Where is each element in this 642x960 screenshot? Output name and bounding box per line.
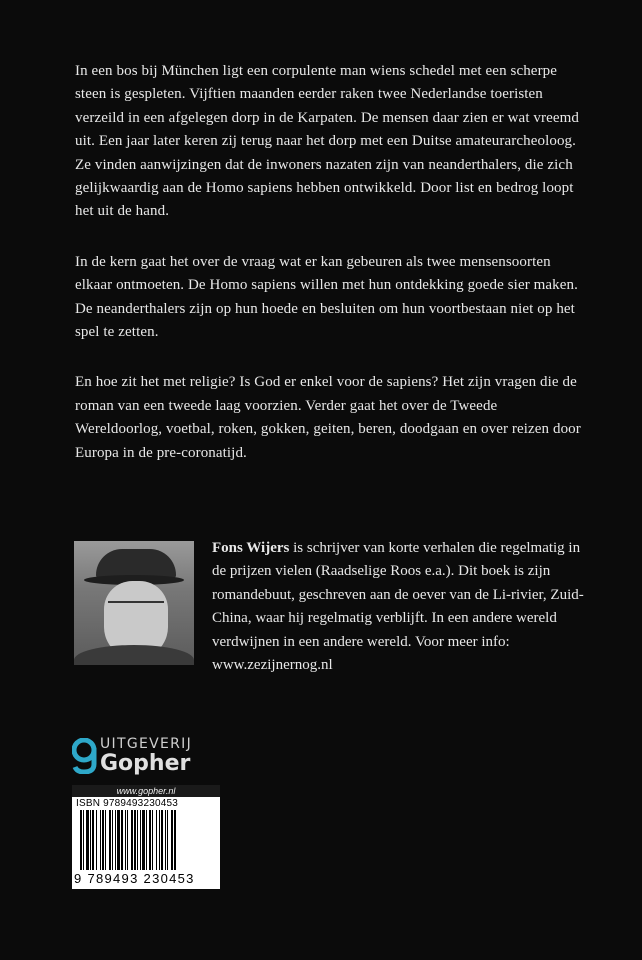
author-section xyxy=(74,540,594,674)
author-photo xyxy=(74,541,194,665)
blurb-paragraph-1: In een bos bij München ligt een corpulente man wiens schedel met een scherpe steen is gespleten. Vijftien maanden eerder raken twee Nederlandse toeristen verzeild in een afgelegen dorp in de Karpaten. De mensen daar zien er wat vreemd uit. Een jaar later keren zij terug naar het dorp met een Duitse amateurarcheoloog. Ze vinden aanwijzingen dat de inwoners nazaten zijn van neanderthalers, die zich gelijkwaardig aan de Homo sapiens hebben ontwikkeld. Door list en bedrog loopt het uit de hand. xyxy=(75,63,580,220)
publisher-name: Gopher xyxy=(100,751,191,776)
back-cover-blurb xyxy=(75,60,585,492)
isbn-label: ISBN 9789493230453 xyxy=(76,798,179,809)
blurb-paragraph-3: En hoe zit het met religie? Is God er enkel voor de sapiens? Het zijn vragen die de roman van een tweede laag voorzien. Verder gaat het over de Tweede Wereldoorlog, voetbal, roken, gokken, geiten, beren, doodgaan en over reizen door Europa in de pre-coronatijd. xyxy=(75,374,581,461)
gopher-g-icon xyxy=(72,738,98,774)
barcode-bars xyxy=(80,810,216,870)
author-bio-text: is schrijver van korte verhalen die regelmatig in de prijzen vielen (Raadselige Roos e.a.). Dit boek is zijn romandebuut, geschreven aan de oever van de Li-rivier, Zuid-China, waar hij regelmatig verblijft. In een andere wereld verdwijnen in een andere wereld. Voor meer info: www.zezijnernog.nl xyxy=(212,540,584,674)
publisher-logo xyxy=(72,738,202,778)
blurb-paragraph-2: In de kern gaat het over de vraag wat er kan gebeuren als twee mensensoorten elkaar ontmoeten. De Homo sapiens willen met hun ontdekking goede sier maken. De neanderthalers zijn op hun hoede en besluiten om hun voortbestaan niet op het spel te zetten. xyxy=(75,253,578,341)
isbn-barcode xyxy=(72,785,220,889)
publisher-label xyxy=(100,736,192,752)
publisher-line1: UITGEVERIJ xyxy=(100,736,193,752)
publisher-url: www.gopher.nl xyxy=(72,785,220,797)
author-name: Fons Wijers xyxy=(212,540,290,556)
author-bio xyxy=(212,537,597,677)
barcode-digits: 9 789493 230453 xyxy=(74,871,195,886)
